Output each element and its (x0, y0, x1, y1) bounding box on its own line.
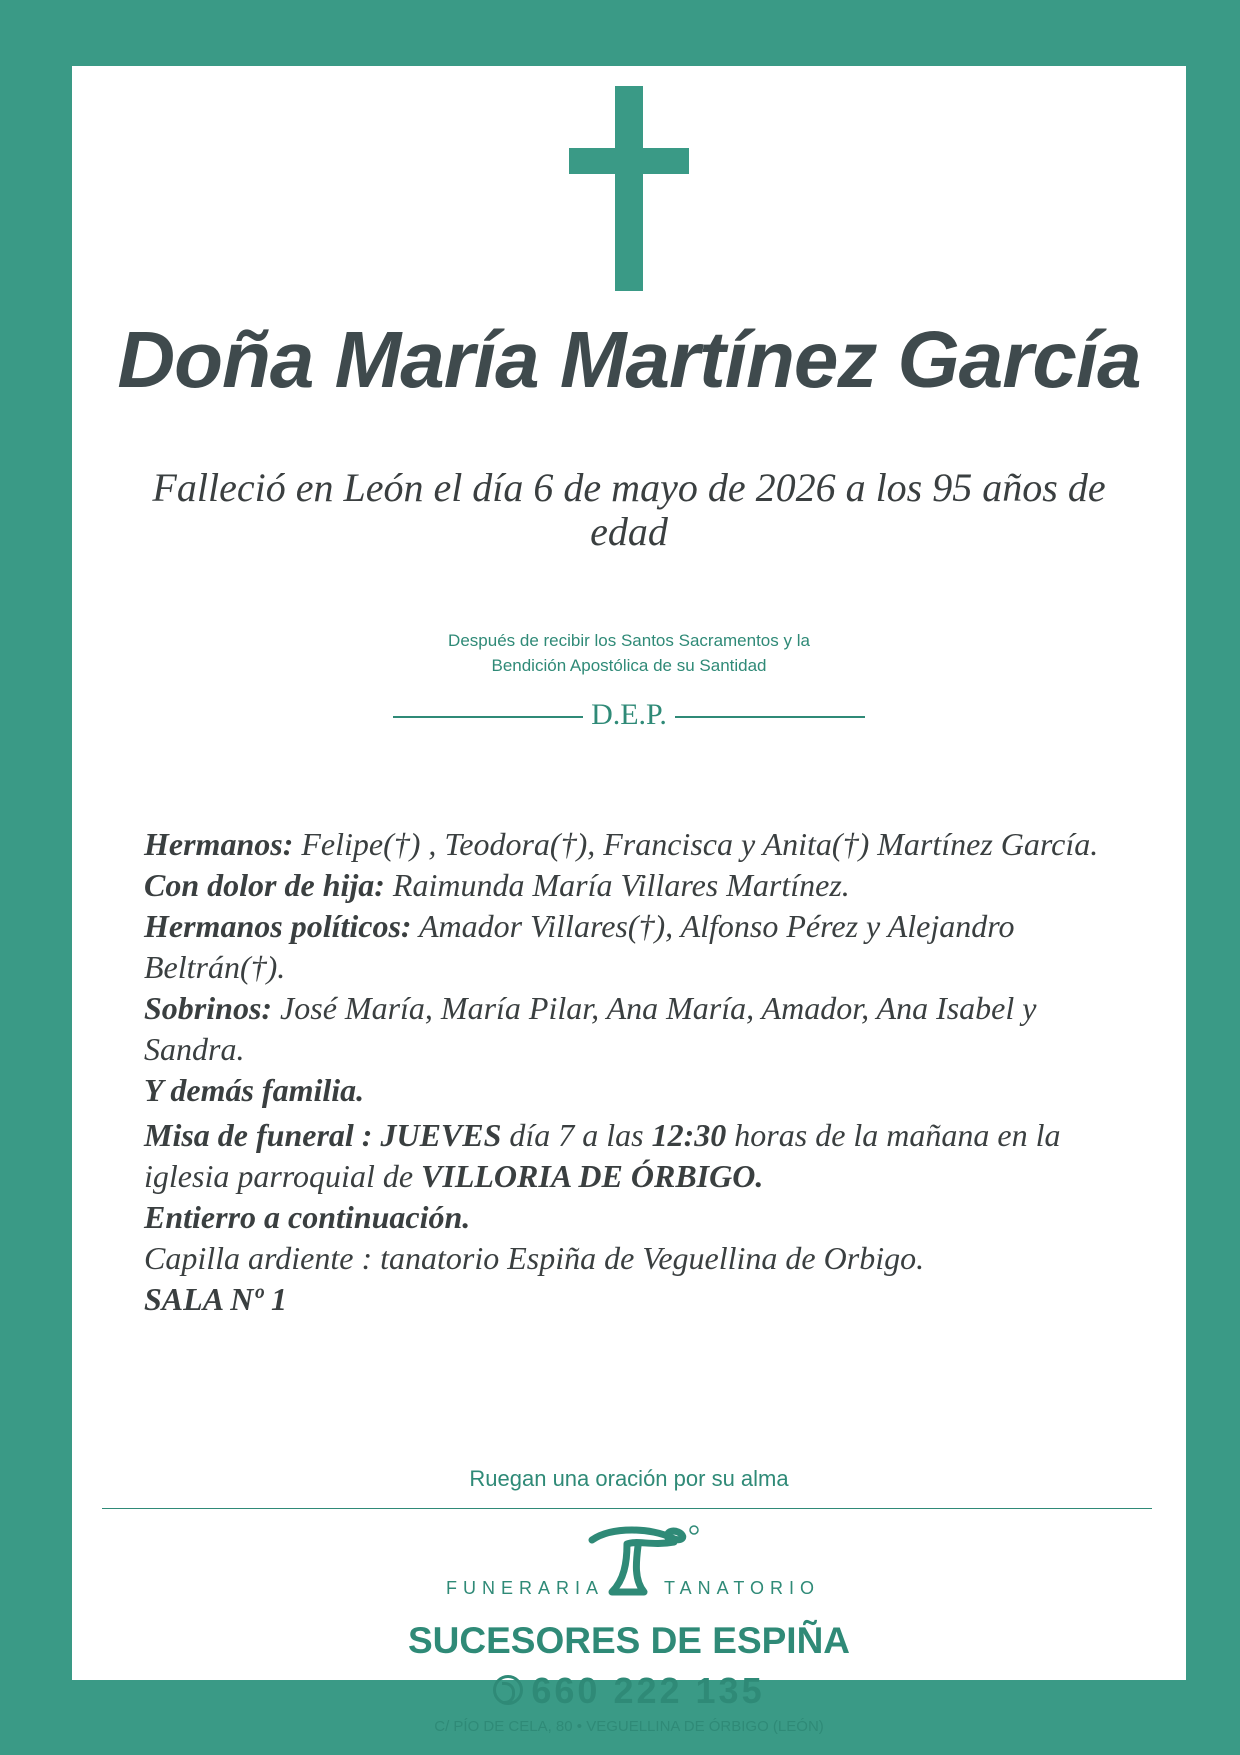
sacraments-text: Después de recibir los Santos Sacramentos y la Bendición Apostólica de su Santidad (448, 631, 810, 675)
obituary-sheet (72, 66, 1186, 1735)
siblings-line: Hermanos: Felipe(†) , Teodora(†), Francisca y Anita(†) Martínez García. (144, 826, 1099, 862)
company-name: SUCESORES DE ESPIÑA (407, 1620, 851, 1661)
divider-right (675, 716, 865, 718)
nephews-line: Sobrinos: José María, María Pilar, Ana María, Amador, Ana Isabel y Sandra. (144, 990, 1037, 1067)
death-notice: Falleció en León el día 6 de mayo de 2026 a los 95 años de edad (152, 465, 1106, 554)
dep-heading: D.E.P. (72, 698, 1186, 732)
room-line: SALA Nº 1 (144, 1281, 287, 1317)
divider-left (393, 716, 583, 718)
deceased-name: Doña María Martínez García (117, 315, 1141, 404)
cross-icon (569, 86, 689, 291)
family-section (144, 824, 1144, 1320)
phone-line (72, 1670, 1186, 1712)
daughter-line: Con dolor de hija: Raimunda María Villares Martínez. (144, 867, 850, 903)
funeraria-label: FUNERARIA (446, 1578, 605, 1598)
mass-line: Misa de funeral : JUEVES día 7 a las 12:30 horas de la mañana en la iglesia parroquial de VILLORIA DE ÓRBIGO. (144, 1117, 1061, 1194)
footer-divider (102, 1508, 1152, 1509)
company-address: C/ PÍO DE CELA, 80 • VEGUELLINA DE ÓRBIGO (LEÓN) (434, 1718, 824, 1735)
others-line: Y demás familia. (144, 1072, 365, 1108)
prayer-request: Ruegan una oración por su alma (469, 1466, 789, 1491)
burial-line: Entierro a continuación. (144, 1199, 471, 1235)
phone-number: 660 222 135 (531, 1670, 765, 1711)
in-laws-line: Hermanos políticos: Amador Villares(†), Alfonso Pérez y Alejandro Beltrán(†). (144, 908, 1015, 985)
chapel-line: Capilla ardiente : tanatorio Espiña de Veguellina de Orbigo. (144, 1240, 925, 1276)
phone-icon (493, 1675, 523, 1705)
tanatorio-label: TANATORIO (664, 1578, 821, 1598)
